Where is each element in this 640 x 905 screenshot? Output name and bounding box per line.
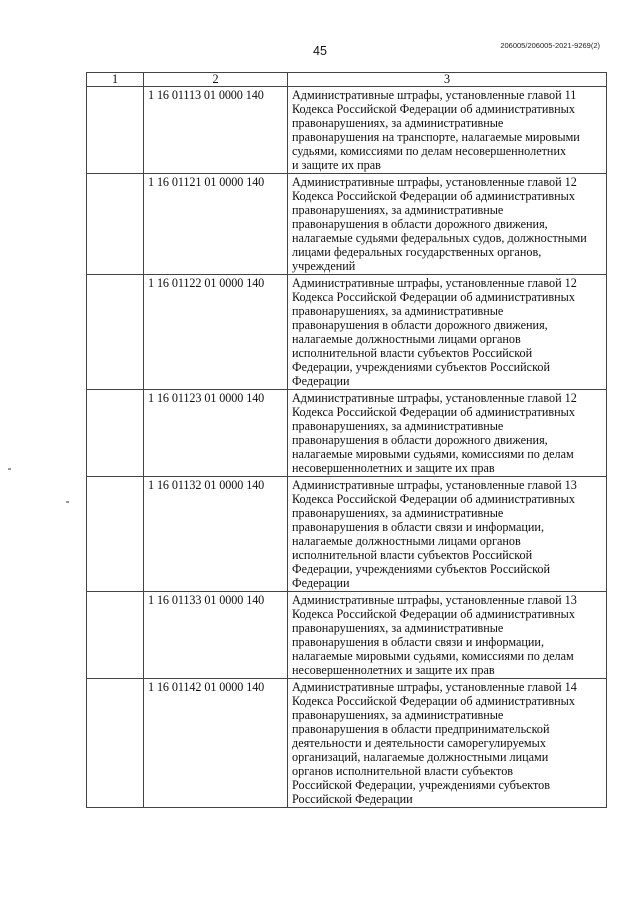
description-line: правонарушениях, за административные bbox=[292, 116, 504, 130]
description-line: правонарушениях, за административные bbox=[292, 304, 504, 318]
budget-code-cell: 1 16 01132 01 0000 140 bbox=[144, 477, 288, 592]
description-line: Российской Федерации bbox=[292, 792, 413, 806]
description-line: Кодекса Российской Федерации об административных bbox=[292, 102, 575, 116]
description-cell bbox=[288, 679, 607, 808]
description-line: Административные штрафы, установленные главой 14 bbox=[292, 680, 577, 694]
budget-code-cell: 1 16 01122 01 0000 140 bbox=[144, 275, 288, 390]
description-line: судьями, комиссиями по делам несовершеннолетних bbox=[292, 144, 567, 158]
empty-cell bbox=[87, 87, 144, 174]
description-line: Российской Федерации, учреждениями субъектов bbox=[292, 778, 551, 792]
description-cell bbox=[288, 390, 607, 477]
description-line: Административные штрафы, установленные главой 12 bbox=[292, 276, 577, 290]
description-line: правонарушения в области связи и информации, bbox=[292, 520, 544, 534]
description-line: правонарушения в области дорожного движения, bbox=[292, 318, 548, 332]
table-row bbox=[87, 390, 607, 477]
description-line: Федерации, учреждениями субъектов Российской bbox=[292, 360, 551, 374]
description-line: налагаемые мировыми судьями, комиссиями по делам bbox=[292, 447, 574, 461]
empty-cell bbox=[87, 174, 144, 275]
description-line: правонарушения в области связи и информации, bbox=[292, 635, 544, 649]
empty-cell bbox=[87, 275, 144, 390]
description-line: налагаемые должностными лицами органов bbox=[292, 332, 521, 346]
description-line: правонарушениях, за административные bbox=[292, 708, 504, 722]
column-header-1: 1 bbox=[87, 73, 144, 87]
description-line: Федерации bbox=[292, 374, 350, 388]
description-line: правонарушениях, за административные bbox=[292, 506, 504, 520]
budget-code-cell: 1 16 01142 01 0000 140 bbox=[144, 679, 288, 808]
description-line: Кодекса Российской Федерации об административных bbox=[292, 694, 575, 708]
description-line: органов исполнительной власти субъектов bbox=[292, 764, 514, 778]
table-body bbox=[87, 87, 607, 808]
budget-code-cell: 1 16 01123 01 0000 140 bbox=[144, 390, 288, 477]
description-line: Административные штрафы, установленные главой 13 bbox=[292, 593, 577, 607]
table-row bbox=[87, 174, 607, 275]
table-row bbox=[87, 679, 607, 808]
scan-mark bbox=[8, 468, 11, 470]
description-line: и защите их прав bbox=[292, 158, 381, 172]
budget-code-cell: 1 16 01113 01 0000 140 bbox=[144, 87, 288, 174]
description-line: организаций, налагаемые должностными лицами bbox=[292, 750, 549, 764]
description-line: учреждений bbox=[292, 259, 356, 273]
description-cell bbox=[288, 87, 607, 174]
table-row bbox=[87, 592, 607, 679]
description-line: правонарушениях, за административные bbox=[292, 621, 504, 635]
description-line: правонарушения на транспорте, налагаемые мировыми bbox=[292, 130, 580, 144]
document-id: 206005/206005-2021-9269(2) bbox=[500, 41, 600, 50]
table-row bbox=[87, 87, 607, 174]
description-line: правонарушения в области дорожного движения, bbox=[292, 217, 548, 231]
description-line: Федерации bbox=[292, 576, 350, 590]
description-line: Административные штрафы, установленные главой 12 bbox=[292, 175, 577, 189]
description-line: правонарушения в области дорожного движения, bbox=[292, 433, 548, 447]
description-line: лицами федеральных государственных органов, bbox=[292, 245, 542, 259]
column-header-2: 2 bbox=[144, 73, 288, 87]
table-row bbox=[87, 275, 607, 390]
description-line: налагаемые судьями федеральных судов, должностными bbox=[292, 231, 587, 245]
description-line: Кодекса Российской Федерации об административных bbox=[292, 405, 575, 419]
empty-cell bbox=[87, 592, 144, 679]
description-cell bbox=[288, 592, 607, 679]
description-line: исполнительной власти субъектов Российской bbox=[292, 548, 533, 562]
column-header-3: 3 bbox=[288, 73, 607, 87]
description-line: несовершеннолетних и защите их прав bbox=[292, 663, 495, 677]
description-line: исполнительной власти субъектов Российской bbox=[292, 346, 533, 360]
description-line: правонарушения в области предпринимательской bbox=[292, 722, 550, 736]
description-cell bbox=[288, 477, 607, 592]
table-header-row bbox=[87, 73, 607, 87]
description-line: правонарушениях, за административные bbox=[292, 203, 504, 217]
description-cell bbox=[288, 275, 607, 390]
description-cell bbox=[288, 174, 607, 275]
description-line: деятельности и деятельности саморегулируемых bbox=[292, 736, 546, 750]
description-line: несовершеннолетних и защите их прав bbox=[292, 461, 495, 475]
fines-table bbox=[86, 72, 607, 808]
table-row bbox=[87, 477, 607, 592]
description-line: Административные штрафы, установленные главой 11 bbox=[292, 88, 577, 102]
description-line: Кодекса Российской Федерации об административных bbox=[292, 607, 575, 621]
budget-code-cell: 1 16 01133 01 0000 140 bbox=[144, 592, 288, 679]
description-line: Административные штрафы, установленные главой 13 bbox=[292, 478, 577, 492]
description-line: Федерации, учреждениями субъектов Российской bbox=[292, 562, 551, 576]
description-line: Кодекса Российской Федерации об административных bbox=[292, 492, 575, 506]
page-number: 45 bbox=[313, 44, 327, 58]
description-line: налагаемые должностными лицами органов bbox=[292, 534, 521, 548]
description-line: Административные штрафы, установленные главой 12 bbox=[292, 391, 577, 405]
description-line: Кодекса Российской Федерации об административных bbox=[292, 290, 575, 304]
empty-cell bbox=[87, 390, 144, 477]
empty-cell bbox=[87, 477, 144, 592]
scan-mark bbox=[66, 501, 69, 503]
description-line: налагаемые мировыми судьями, комиссиями по делам bbox=[292, 649, 574, 663]
description-line: Кодекса Российской Федерации об административных bbox=[292, 189, 575, 203]
description-line: правонарушениях, за административные bbox=[292, 419, 504, 433]
budget-code-cell: 1 16 01121 01 0000 140 bbox=[144, 174, 288, 275]
empty-cell bbox=[87, 679, 144, 808]
